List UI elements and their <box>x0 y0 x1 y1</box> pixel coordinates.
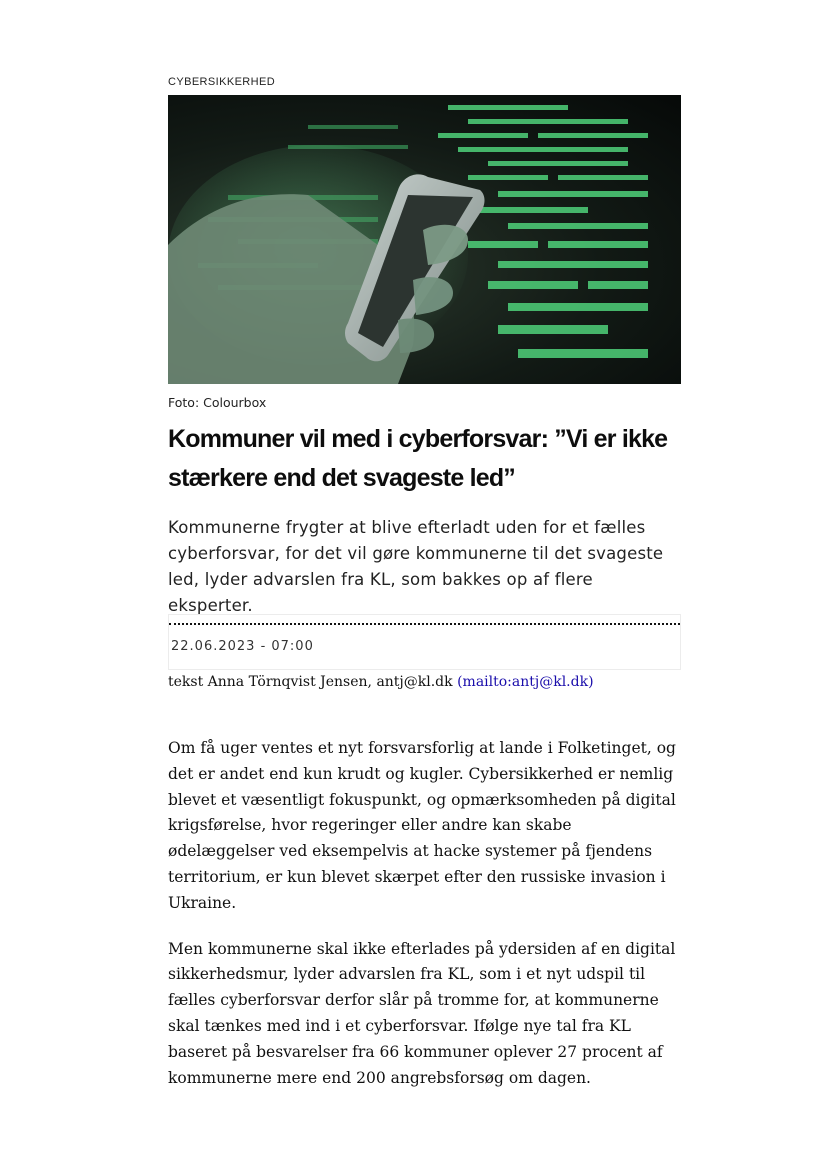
article-meta <box>168 614 681 670</box>
hero-image <box>168 95 681 384</box>
body-paragraph: Men kommunerne skal ikke efterlades på ydersiden af en digital sikkerhedsmur, lyder advarslen fra KL, som i et nyt udspil til fælles cyberforsvar derfor slår på tromme for, at kommunerne skal tænkes med ind i et cyberforsvar. Ifølge nye tal fra KL baseret på besvarelser fra 66 kommuner oplever 27 procent af kommunerne mere end 200 angrebsforsøg om dagen. <box>168 939 676 1087</box>
section-kicker: CYBERSIKKERHED <box>168 76 276 88</box>
article-headline: Kommuner vil med i cyberforsvar: ”Vi er ikke stærkere end det svageste led” <box>168 425 668 492</box>
publish-date: 22.06.2023 - 07:00 <box>171 639 314 654</box>
byline <box>168 674 681 690</box>
hero-illustration <box>168 95 681 384</box>
body-paragraph: Om få uger ventes et nyt forsvarsforlig at lande i Folketinget, og det er andet end kun krudt og kugler. Cybersikkerhed er nemlig blevet et væsentligt fokuspunkt, og opmærksomheden på digital krigsførelse, hvor regeringer eller andre kan skabe ødelæggelser ved eksempelvis at hacke systemer på fjendens territorium, er kun blevet skærpet efter den russiske invasion i Ukraine. <box>168 739 676 912</box>
dotted-divider <box>169 623 680 625</box>
byline-text: tekst Anna Törnqvist Jensen, antj@kl.dk <box>168 674 458 690</box>
image-caption: Foto: Colourbox <box>168 395 267 410</box>
author-email-link[interactable]: (mailto:antj@kl.dk) <box>457 674 594 690</box>
article-lead: Kommunerne frygter at blive efterladt uden for et fælles cyberforsvar, for det vil gøre kommunerne til det svageste led, lyder advarslen fra KL, som bakkes op af flere eksperter. <box>168 518 664 615</box>
article-body <box>168 736 681 1111</box>
